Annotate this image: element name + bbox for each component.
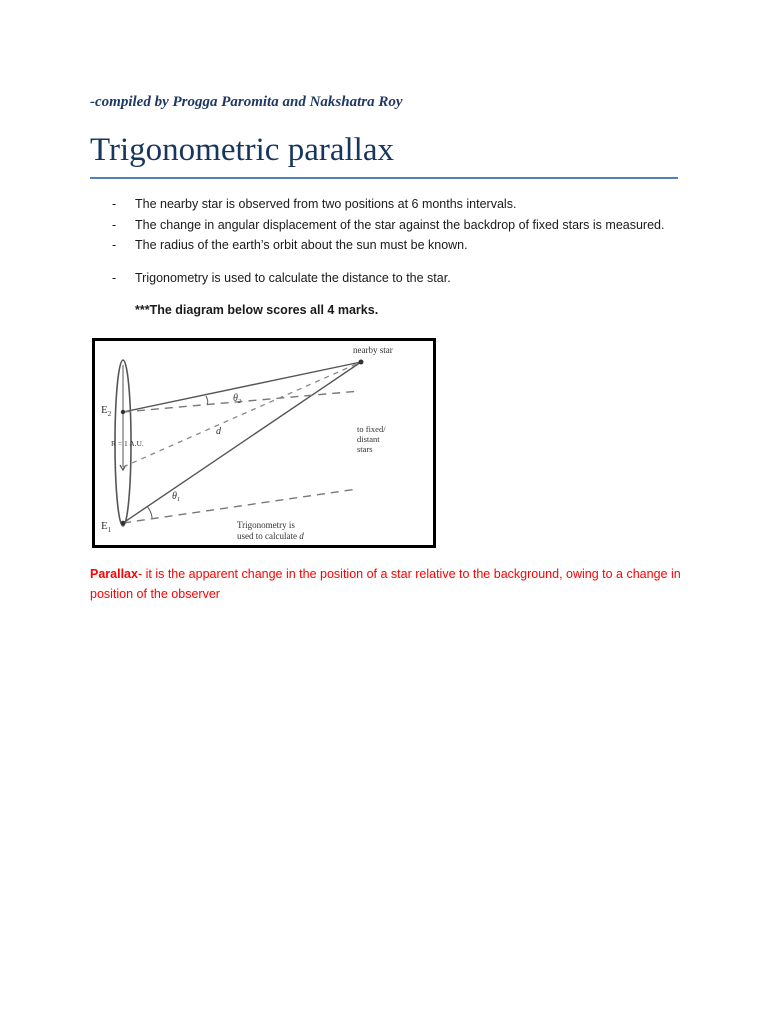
label-theta2-sub: 2 — [237, 398, 242, 405]
bullet-dash: - — [112, 217, 117, 232]
dashed-e2-fixed — [123, 391, 360, 412]
bullet-dash: - — [112, 197, 117, 211]
label-e1-letter: E — [101, 520, 108, 532]
bullet-text: The nearby star is observed from two positions at 6 months intervals. — [135, 197, 517, 211]
label-radius: R = 1 A.U. — [111, 439, 144, 448]
page-title: Trigonometric parallax — [90, 132, 394, 168]
definition-term: Parallax — [90, 567, 138, 581]
title-divider — [90, 177, 678, 179]
label-caption-var: d — [299, 531, 304, 541]
label-distance: d — [216, 426, 221, 437]
nearby-star-point — [359, 360, 364, 365]
byline: -compiled by Progga Paromita and Nakshatra Roy — [90, 94, 403, 110]
dashed-distance — [123, 362, 361, 467]
label-nearby-star: nearby star — [353, 345, 393, 355]
list-item — [112, 217, 692, 238]
bullet-text: Trigonometry is used to calculate the distance to the star. — [135, 270, 451, 285]
label-e1 — [101, 520, 112, 534]
label-fixed-stars-3: stars — [357, 444, 373, 454]
label-e2-letter: E — [101, 404, 108, 416]
angle-arc-theta1 — [147, 506, 152, 518]
list-item — [112, 196, 692, 217]
parallax-diagram — [92, 338, 436, 548]
label-theta2-symbol: θ — [233, 393, 238, 404]
label-theta1-symbol: θ — [172, 491, 177, 502]
e2-point — [121, 410, 125, 414]
e1-point — [121, 521, 125, 525]
label-caption-2-text: used to calculate — [237, 531, 297, 541]
sightline-e1 — [123, 362, 361, 523]
label-theta2 — [233, 393, 242, 405]
parallax-definition — [90, 564, 690, 604]
dashed-e1-fixed — [123, 489, 357, 523]
bullet-text: The radius of the earth’s orbit about the sun must be known. — [135, 238, 468, 252]
bullet-text: The change in angular displacement of the star against the backdrop of fixed stars is measured. — [135, 217, 665, 232]
bullet-list — [112, 196, 692, 290]
label-theta1 — [172, 491, 180, 503]
angle-arc-theta2 — [206, 396, 208, 404]
bullet-dash: - — [112, 270, 117, 285]
label-theta1-sub: 1 — [176, 496, 181, 503]
bullet-dash: - — [112, 238, 117, 252]
label-fixed-stars-1: to fixed/ — [357, 424, 386, 434]
label-e2-sub: 2 — [107, 410, 112, 418]
sightline-e2 — [123, 362, 361, 412]
list-item — [112, 237, 692, 258]
definition-text: - it is the apparent change in the position of a star relative to the background, owing to a change in position of the observer — [90, 567, 681, 601]
label-fixed-stars-2: distant — [357, 434, 380, 444]
label-caption-2 — [237, 531, 304, 541]
list-item — [112, 270, 692, 291]
label-caption-1: Trigonometry is — [237, 520, 295, 530]
label-e2 — [101, 404, 112, 418]
parallax-diagram-svg — [95, 341, 433, 545]
marks-note: ***The diagram below scores all 4 marks. — [135, 303, 379, 317]
label-e1-sub: 1 — [107, 526, 112, 534]
